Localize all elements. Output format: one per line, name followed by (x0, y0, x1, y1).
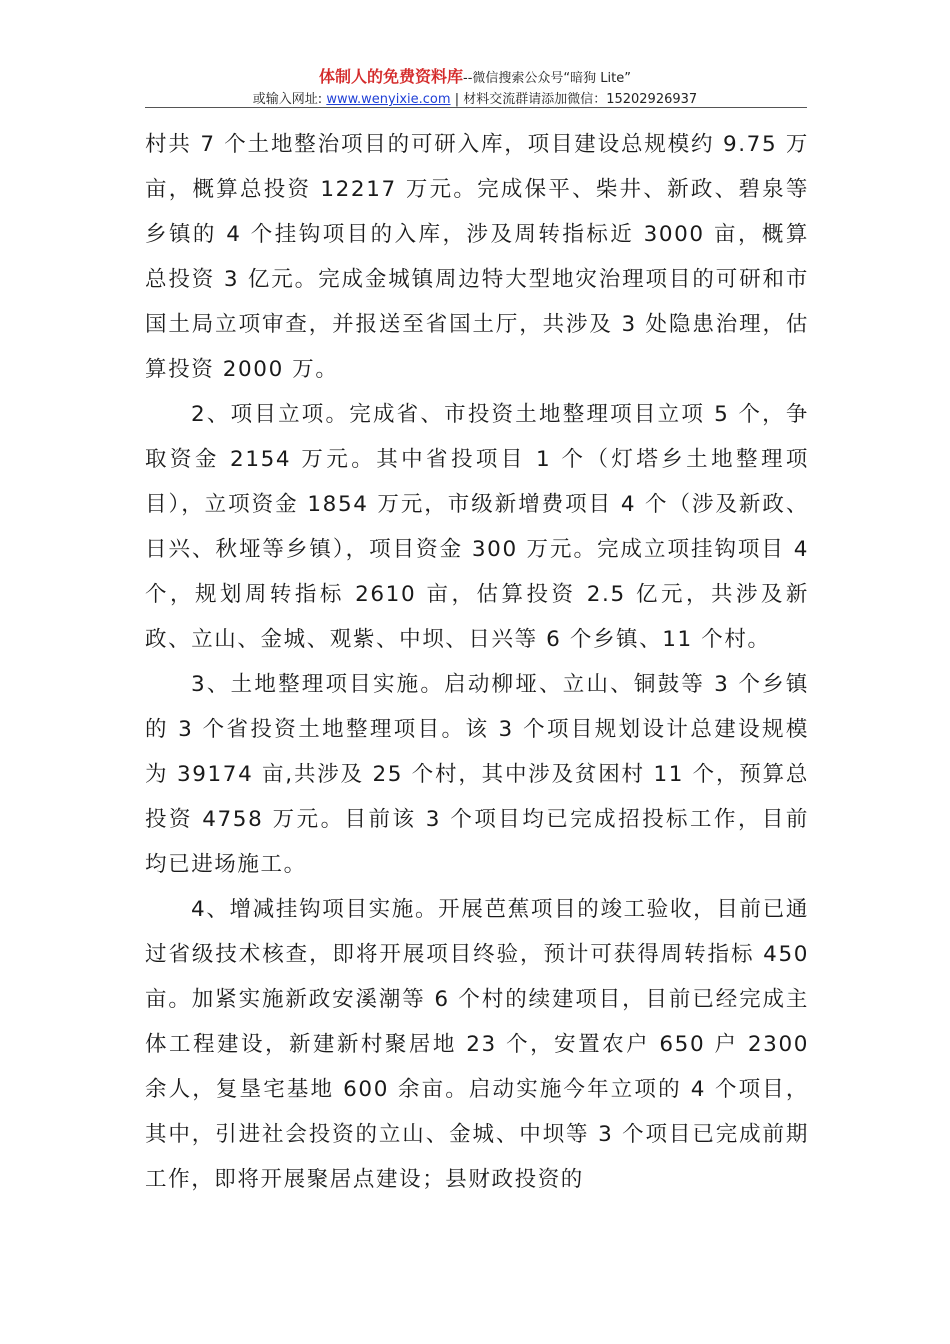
header-contact-text: | 材料交流群请添加微信：15202926937 (454, 92, 698, 107)
page-header (0, 66, 950, 110)
header-url-prefix: 或输入网址: (252, 92, 323, 107)
paragraph-land-consolidation: 3、土地整理项目实施。启动柳垭、立山、铜鼓等 3 个乡镇的 3 个省投资土地整理项目。该 3 个项目规划设计总建设规模为 39174 亩,共涉及 25 个村，其中涉及贫困村 11 个，预算总投资 4758 万元。目前该 3 个项目均已完成招投标工作，目前均已进场施工。 (145, 672, 809, 877)
header-line-1 (0, 66, 950, 90)
header-tagline: --微信搜索公众号“暗狗 Lite” (463, 71, 631, 86)
document-body (145, 122, 809, 1202)
paragraph-continuation: 村共 7 个土地整治项目的可研入库，项目建设总规模约 9.75 万亩，概算总投资 12217 万元。完成保平、柴井、新政、碧泉等乡镇的 4 个挂钩项目的入库，涉及周转指标近 3000 亩，概算总投资 3 亿元。完成金城镇周边特大型地灾治理项目的可研和市国土局立项审查，并报送至省国土厅，共涉及 3 处隐患治理，估算投资 2000 万。 (145, 132, 809, 382)
paragraph-linked-projects: 4、增减挂钩项目实施。开展芭蕉项目的竣工验收，目前已通过省级技术核查，即将开展项目终验，预计可获得周转指标 450 亩。加紧实施新政安溪潮等 6 个村的续建项目，目前已经完成主体工程建设，新建新村聚居地 23 个，安置农户 650 户 2300 余人，复垦宅基地 600 余亩。启动实施今年立项的 4 个项目，其中，引进社会投资的立山、金城、中坝等 3 个项目已完成前期工作，即将开展聚居点建设；县财政投资的 (145, 897, 809, 1192)
header-divider (145, 107, 807, 108)
paragraph-project-approval: 2、项目立项。完成省、市投资土地整理项目立项 5 个，争取资金 2154 万元。其中省投项目 1 个（灯塔乡土地整理项目），立项资金 1854 万元，市级新增费项目 4 个（涉及新政、日兴、秋垭等乡镇），项目资金 300 万元。完成立项挂钩项目 4 个，规划周转指标 2610 亩，估算投资 2.5 亿元，共涉及新政、立山、金城、观紫、中坝、日兴等 6 个乡镇、11 个村。 (145, 402, 809, 652)
header-title: 体制人的免费资料库 (319, 67, 464, 86)
header-website-link[interactable]: www.wenyixie.com (326, 92, 451, 107)
